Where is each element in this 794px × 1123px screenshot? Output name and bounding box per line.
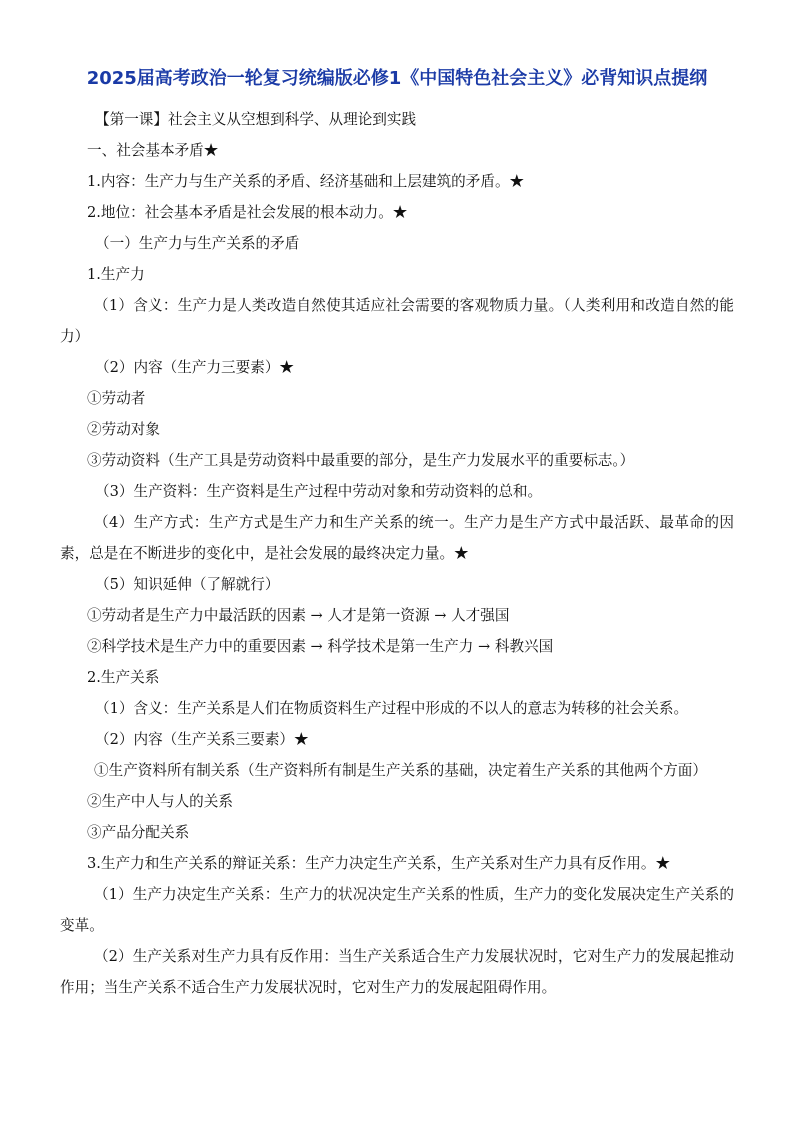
text-line: 2.地位：社会基本矛盾是社会发展的根本动力。★ — [87, 204, 408, 221]
document-body — [60, 104, 734, 1003]
list-item: ③产品分配关系 — [87, 824, 190, 841]
text-paragraph: （2）生产关系对生产力具有反作用：当生产关系适合生产力发展状况时，它对生产力的发展起推动作用；当生产关系不适合生产力发展状况时，它对生产力的发展起阻碍作用。 — [60, 948, 734, 996]
list-item: ①劳动者是生产力中最活跃的因素 → 人才是第一资源 → 人才强国 — [87, 607, 510, 624]
text-line: （5）知识延伸（了解就行） — [95, 576, 280, 593]
list-item: ②劳动对象 — [87, 421, 160, 438]
text-line: （1）含义：生产关系是人们在物质资料生产过程中形成的不以人的意志为转移的社会关系。 — [95, 700, 689, 717]
text-line: 3.生产力和生产关系的辩证关系：生产力决定生产关系，生产关系对生产力具有反作用。★ — [87, 855, 671, 872]
text-paragraph: ①生产资料所有制关系（生产资料所有制是生产关系的基础，决定着生产关系的其他两个方面） — [94, 762, 707, 779]
section-heading: 一、社会基本矛盾★ — [87, 142, 219, 159]
list-item: ②科学技术是生产力中的重要因素 → 科学技术是第一生产力 → 科教兴国 — [87, 638, 554, 655]
text-line: （3）生产资料：生产资料是生产过程中劳动对象和劳动资料的总和。 — [95, 483, 543, 500]
text-line: 1.内容：生产力与生产关系的矛盾、经济基础和上层建筑的矛盾。★ — [87, 173, 525, 190]
list-item: ①劳动者 — [87, 390, 146, 407]
text-line: 2.生产关系 — [87, 669, 160, 686]
list-item: ②生产中人与人的关系 — [87, 793, 233, 810]
text-line: （2）内容（生产关系三要素）★ — [95, 731, 309, 748]
text-paragraph: （1）含义：生产力是人类改造自然使其适应社会需要的客观物质力量。（人类利用和改造自然的能力） — [60, 297, 734, 345]
text-paragraph: （1）生产力决定生产关系：生产力的状况决定生产关系的性质，生产力的变化发展决定生产关系的变革。 — [60, 886, 734, 934]
text-line: （2）内容（生产力三要素）★ — [95, 359, 295, 376]
lesson-heading: 【第一课】社会主义从空想到科学、从理论到实践 — [95, 111, 417, 128]
text-line: 1.生产力 — [87, 266, 145, 283]
subsection-heading: （一）生产力与生产关系的矛盾 — [95, 235, 300, 252]
list-item: ③劳动资料（生产工具是劳动资料中最重要的部分，是生产力发展水平的重要标志。） — [87, 452, 635, 469]
document-title: 2025届高考政治一轮复习统编版必修1《中国特色社会主义》必背知识点提纲 — [86, 68, 708, 89]
text-paragraph: （4）生产方式：生产方式是生产力和生产关系的统一。生产力是生产方式中最活跃、最革命的因素，总是在不断进步的变化中，是社会发展的最终决定力量。★ — [60, 514, 734, 562]
